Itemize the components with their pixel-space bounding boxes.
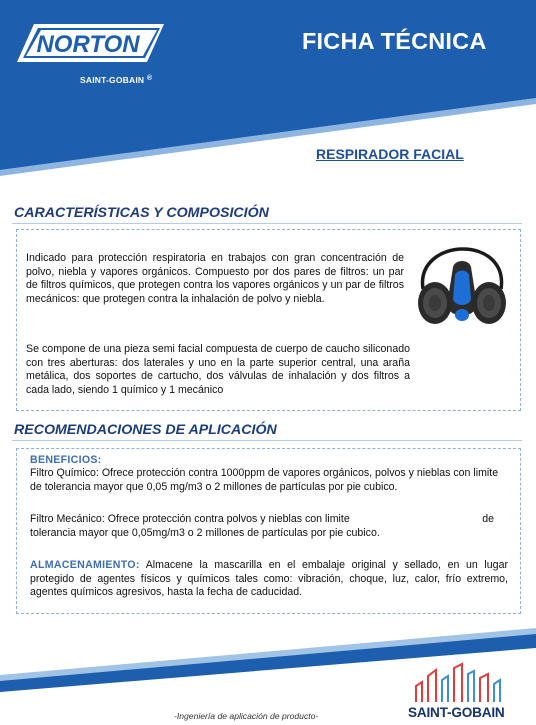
characteristics-paragraph-2: Se compone de una pieza semi facial compuesta de cuerpo de caucho siliconado con tres aberturas: dos laterales y uno en la parte superior central, una araña metálica, dos soportes de cartucho, dos válvulas de inhalación y dos filtros a cada lado, siendo 1 químico y 1 mecánico bbox=[26, 343, 410, 396]
section-divider bbox=[12, 223, 522, 224]
mechanical-filter-text bbox=[30, 513, 494, 540]
norton-brand-text: NORTON bbox=[36, 31, 140, 58]
benefits-label: BENEFICIOS: bbox=[30, 454, 102, 466]
saint-gobain-logo-icon bbox=[412, 662, 516, 702]
saint-gobain-wordmark: SAINT-GOBAIN bbox=[408, 705, 505, 720]
storage-label: ALMACENAMIENTO: bbox=[30, 559, 140, 571]
storage-text bbox=[30, 559, 508, 600]
chemical-filter-text: Filtro Químico: Ofrece protección contra 1000ppm de vapores orgánicos, polvos y nieblas con limite de tolerancia mayor que 0,05 mg/m3 o 2 millones de partículas por pie cubico. bbox=[30, 467, 499, 493]
storage-body: Almacene la mascarilla en el embalaje original y sellado, en un lugar protegido de agentes físicos y químicos tales como: vibración, choque, luz, calor, frío extremo, agentes químicos agresivos, hasta la fecha de caducidad. bbox=[30, 559, 508, 599]
mechanical-filter-line-c: tolerancia mayor que 0,05mg/m3 o 2 millones de partículas por pie cubico. bbox=[30, 526, 380, 539]
recommendations-heading: RECOMENDACIONES DE APLICACIÓN bbox=[14, 422, 277, 438]
characteristics-paragraph-1: Indicado para protección respiratoria en trabajos con gran concentración de polvo, niebla y vapores orgánicos. Compuesto por dos pares de filtros: un par de filtros químicos, que protegen contra los vapores orgánicos y un par de filtros mecánicos: que protegen contra la inhalación de polvo y niebla. bbox=[26, 252, 404, 305]
norton-sub-brand: SAINT-GOBAIN ® bbox=[80, 75, 153, 85]
characteristics-heading: CARACTERÍSTICAS Y COMPOSICIÓN bbox=[14, 205, 269, 221]
mechanical-filter-line-a: Filtro Mecánico: Ofrece protección contra polvos y nieblas con limite bbox=[30, 513, 350, 525]
half-face-respirator-icon bbox=[413, 245, 511, 335]
document-subject: RESPIRADOR FACIAL bbox=[316, 146, 464, 162]
section-divider bbox=[12, 440, 522, 441]
page-title: FICHA TÉCNICA bbox=[302, 28, 487, 54]
mechanical-filter-line-b: de bbox=[482, 513, 494, 525]
footer-note: -Ingeniería de aplicación de producto- bbox=[174, 711, 319, 721]
